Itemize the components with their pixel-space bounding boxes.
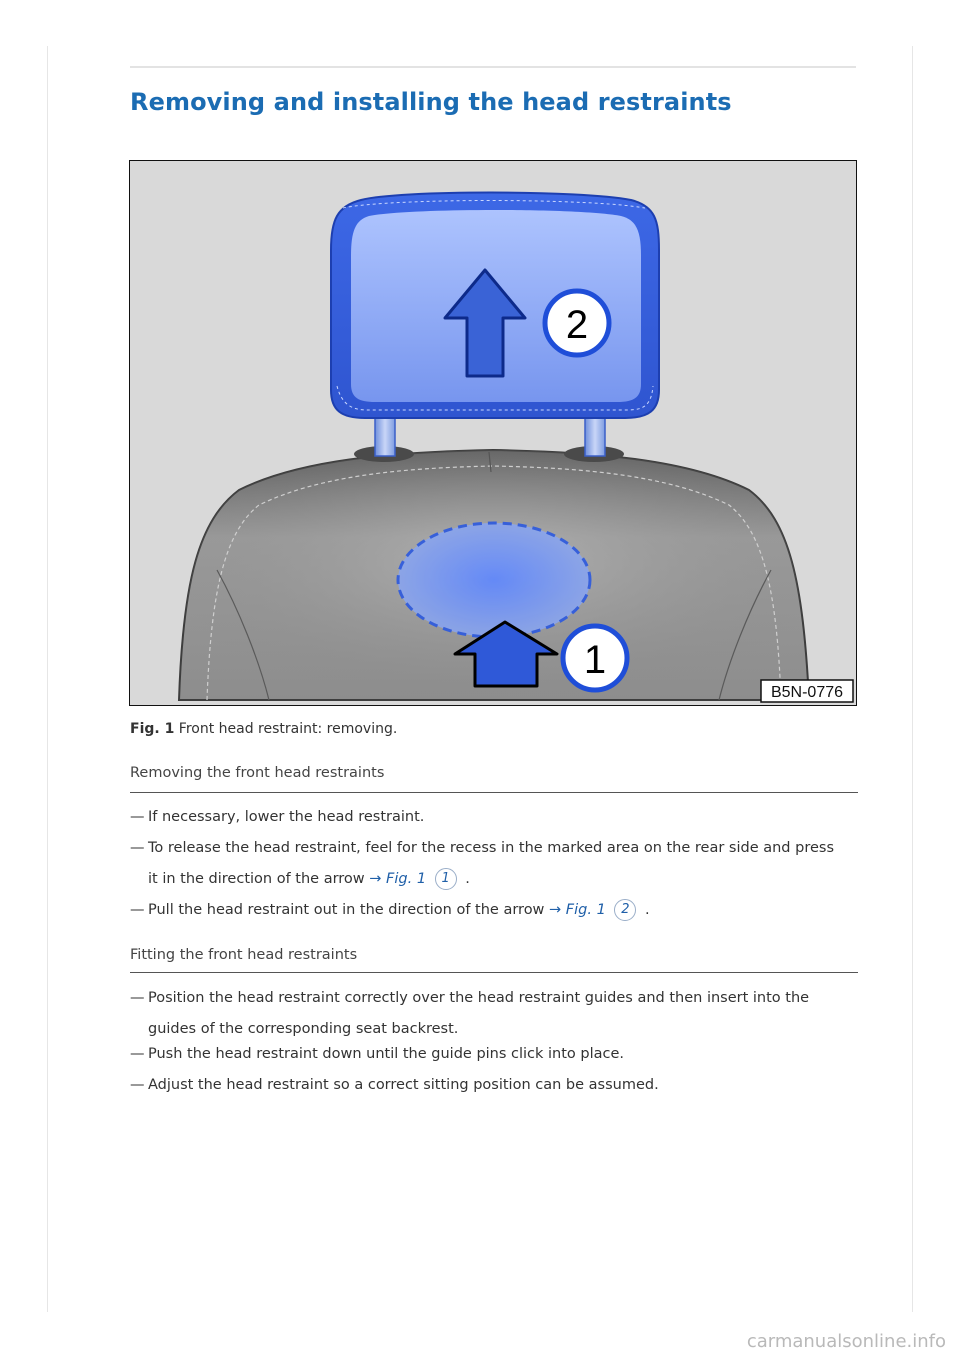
step-dash: — [130, 840, 145, 856]
step-text [130, 833, 858, 895]
page-title: Removing and installing the head restraints [130, 88, 732, 116]
step-text: Push the head restraint down until the guide pins click into place. [148, 1046, 625, 1062]
callout-reference-2[interactable]: 2 [614, 899, 636, 921]
section-rule-fitting [130, 972, 858, 973]
step-end: . [645, 902, 650, 918]
callout-reference-1[interactable]: 1 [435, 868, 457, 890]
image-code-badge [761, 680, 853, 702]
right-margin-line [912, 46, 913, 1312]
step-text-line2: guides of the corresponding seat backrest. [148, 1021, 459, 1037]
head-restraint-illustration [129, 160, 857, 706]
figure-head-restraint [129, 160, 857, 706]
caption-text: Front head restraint: removing. [178, 721, 398, 737]
step-release-restraint [130, 833, 858, 895]
figure-caption [130, 721, 397, 737]
step-text: If necessary, lower the head restraint. [148, 809, 425, 825]
step-position-restraint [130, 983, 858, 1045]
marked-area [398, 523, 590, 637]
step-text [130, 895, 858, 926]
arrow-icon: → [369, 871, 382, 887]
step-text-line1: To release the head restraint, feel for the recess in the marked area on the rear side and press [148, 840, 834, 856]
step-text-line1: Pull the head restraint out in the direction of the arrow [148, 902, 545, 918]
section-title-fitting: Fitting the front head restraints [130, 947, 358, 963]
step-text-line2: it in the direction of the arrow [148, 871, 365, 887]
image-code: B5N-0776 [770, 684, 844, 701]
arrow-icon: → [549, 902, 562, 918]
callout-2-label: 2 [565, 303, 589, 347]
figure-reference-link[interactable]: Fig. 1 [565, 902, 606, 918]
caption-label: Fig. 1 [130, 721, 175, 737]
step-text [130, 983, 858, 1045]
watermark: carmanualsonline.info [746, 1331, 946, 1352]
step-dash: — [130, 990, 145, 1006]
figure-reference-link[interactable]: Fig. 1 [386, 871, 427, 887]
step-lower-restraint [130, 802, 858, 833]
step-push-restraint [130, 1039, 858, 1070]
step-adjust-restraint [130, 1070, 858, 1101]
top-rule [130, 66, 856, 68]
section-rule-removing [130, 792, 858, 793]
step-text-line1: Position the head restraint correctly over the head restraint guides and then insert into the [148, 990, 810, 1006]
step-end: . [465, 871, 470, 887]
step-pull-restraint [130, 895, 858, 926]
step-text: Adjust the head restraint so a correct sitting position can be assumed. [148, 1077, 659, 1093]
step-dash: — [130, 902, 145, 918]
step-dash: — [130, 1046, 145, 1062]
callout-1 [563, 626, 627, 690]
callout-2 [545, 291, 609, 355]
left-margin-line [47, 46, 48, 1312]
section-title-removing: Removing the front head restraints [130, 765, 385, 781]
step-dash: — [130, 809, 145, 825]
callout-1-label: 1 [583, 638, 607, 682]
step-dash: — [130, 1077, 145, 1093]
